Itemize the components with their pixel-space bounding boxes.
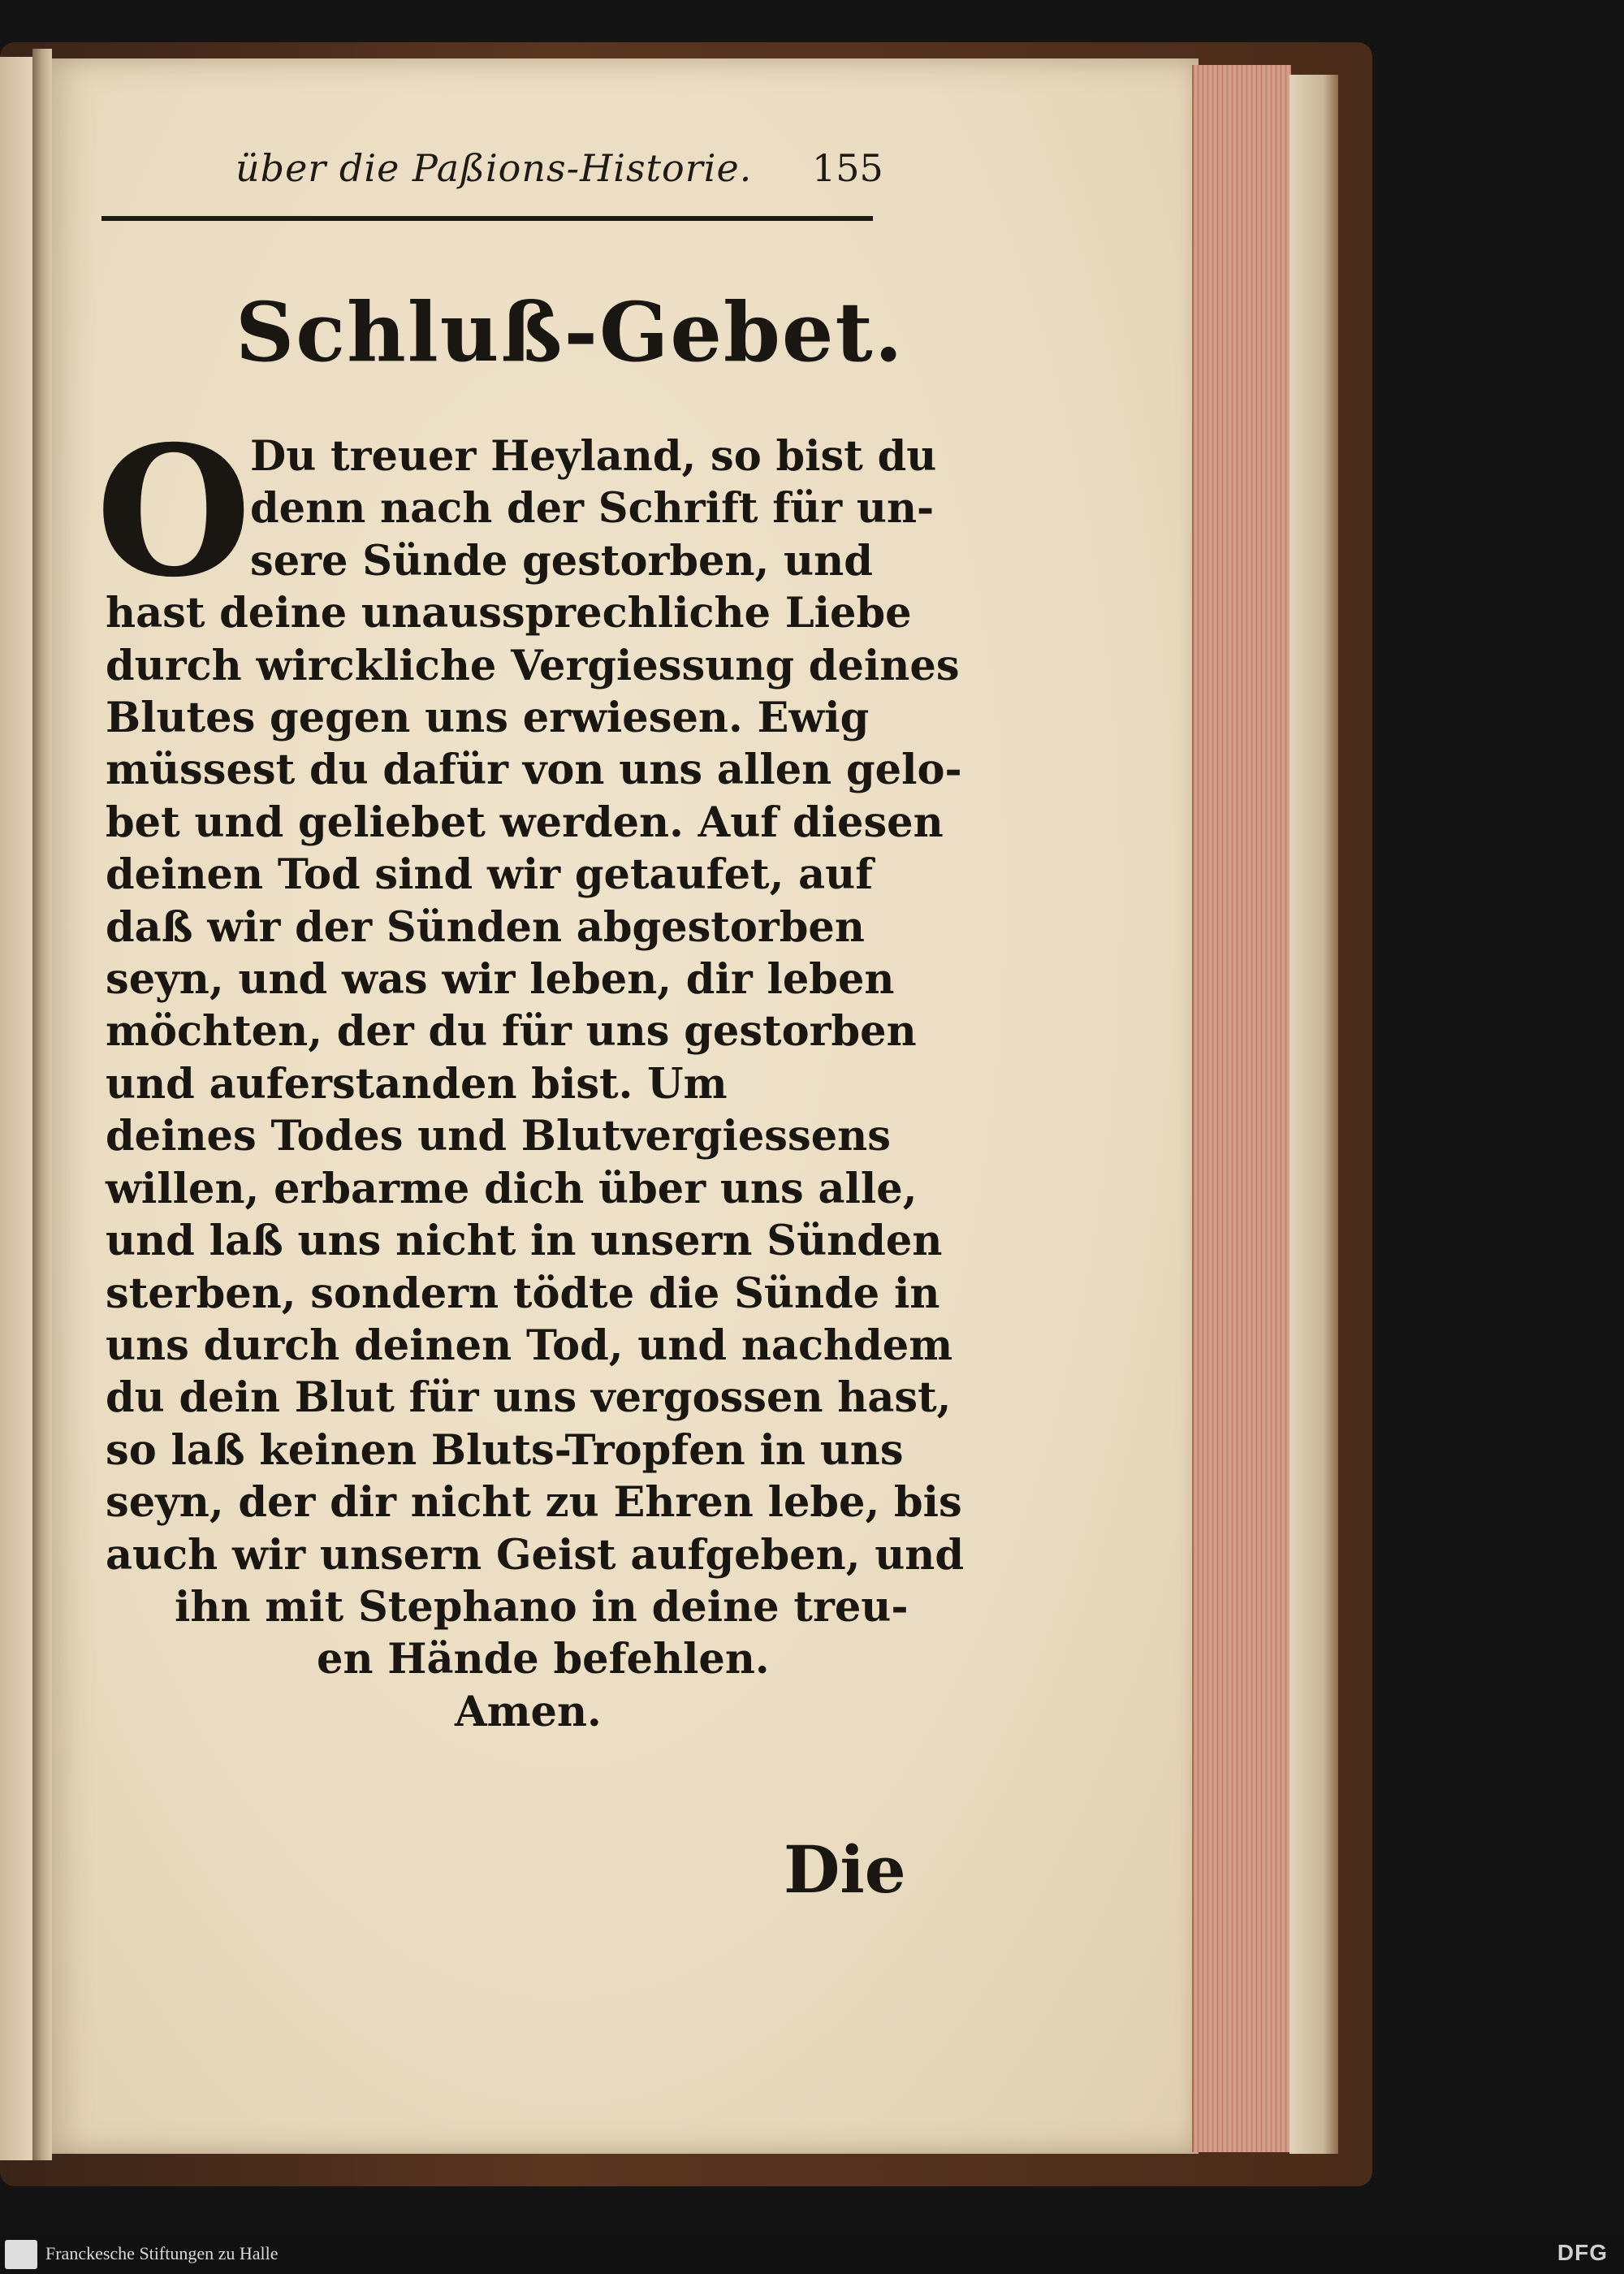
text-line: seyn, und was wir leben, dir leben xyxy=(106,955,895,1005)
text-line: willen, erbarme dich über uns alle, xyxy=(106,1164,918,1213)
page-block-outer xyxy=(1289,75,1338,2154)
dfg-logo: DFG xyxy=(1557,2240,1608,2265)
text-line: deinen Tod sind wir getaufet, auf xyxy=(106,850,874,900)
running-head: über die Paßions-Historie. xyxy=(235,146,753,190)
text-line: und auferstanden bist. Um xyxy=(106,1059,728,1109)
institution-name: Franckesche Stiftungen zu Halle xyxy=(45,2243,279,2263)
page-header xyxy=(97,146,883,211)
text-line: und laß uns nicht in unsern Sünden xyxy=(106,1217,943,1266)
text-line: deines Todes und Blutvergiessens xyxy=(106,1112,891,1161)
text-line: sterben, sondern tödte die Sünde in xyxy=(106,1269,940,1318)
text-line: hast deine unaussprechliche Liebe xyxy=(106,589,912,638)
text-line: auch wir unsern Geist aufgeben, und xyxy=(106,1530,965,1580)
text-line: möchten, der du für uns gestorben xyxy=(106,1007,917,1057)
page-number: 155 xyxy=(812,146,883,190)
footer-bar xyxy=(0,2235,1624,2274)
section-title: Schluß-Gebet. xyxy=(235,284,905,380)
page-block-edges xyxy=(1192,65,1291,2152)
text-line: denn nach der Schrift für un- xyxy=(250,484,935,534)
text-line: so laß keinen Bluts-Tropfen in uns xyxy=(106,1425,904,1475)
catchword: Die xyxy=(784,1831,906,1908)
text-line: du dein Blut für uns vergossen hast, xyxy=(106,1373,952,1423)
text-line: sere Sünde gestorben, und xyxy=(250,536,873,586)
text-line: daß wir der Sünden abgestorben xyxy=(106,902,865,952)
text-line: en Hände befehlen. xyxy=(317,1635,770,1684)
text-line: seyn, der dir nicht zu Ehren lebe, bis xyxy=(106,1478,962,1528)
page-gutter xyxy=(32,49,52,2160)
drop-initial: O xyxy=(96,406,252,616)
text-line: Blutes gegen uns erwiesen. Ewig xyxy=(106,694,870,743)
text-line: uns durch deinen Tod, und nachdem xyxy=(106,1321,953,1370)
text-line: müssest du dafür von uns allen gelo- xyxy=(106,746,962,795)
text-line: bet und geliebet werden. Auf diesen xyxy=(106,798,944,847)
text-line: ihn mit Stephano in deine treu- xyxy=(175,1582,909,1632)
text-line: durch wirckliche Vergiessung deines xyxy=(106,641,960,690)
text-line: Du treuer Heyland, so bist du xyxy=(250,432,937,481)
header-rule xyxy=(102,216,873,221)
closing-amen: Amen. xyxy=(455,1687,602,1736)
prayer-text xyxy=(106,430,965,1738)
institution-logo-icon xyxy=(5,2240,37,2269)
